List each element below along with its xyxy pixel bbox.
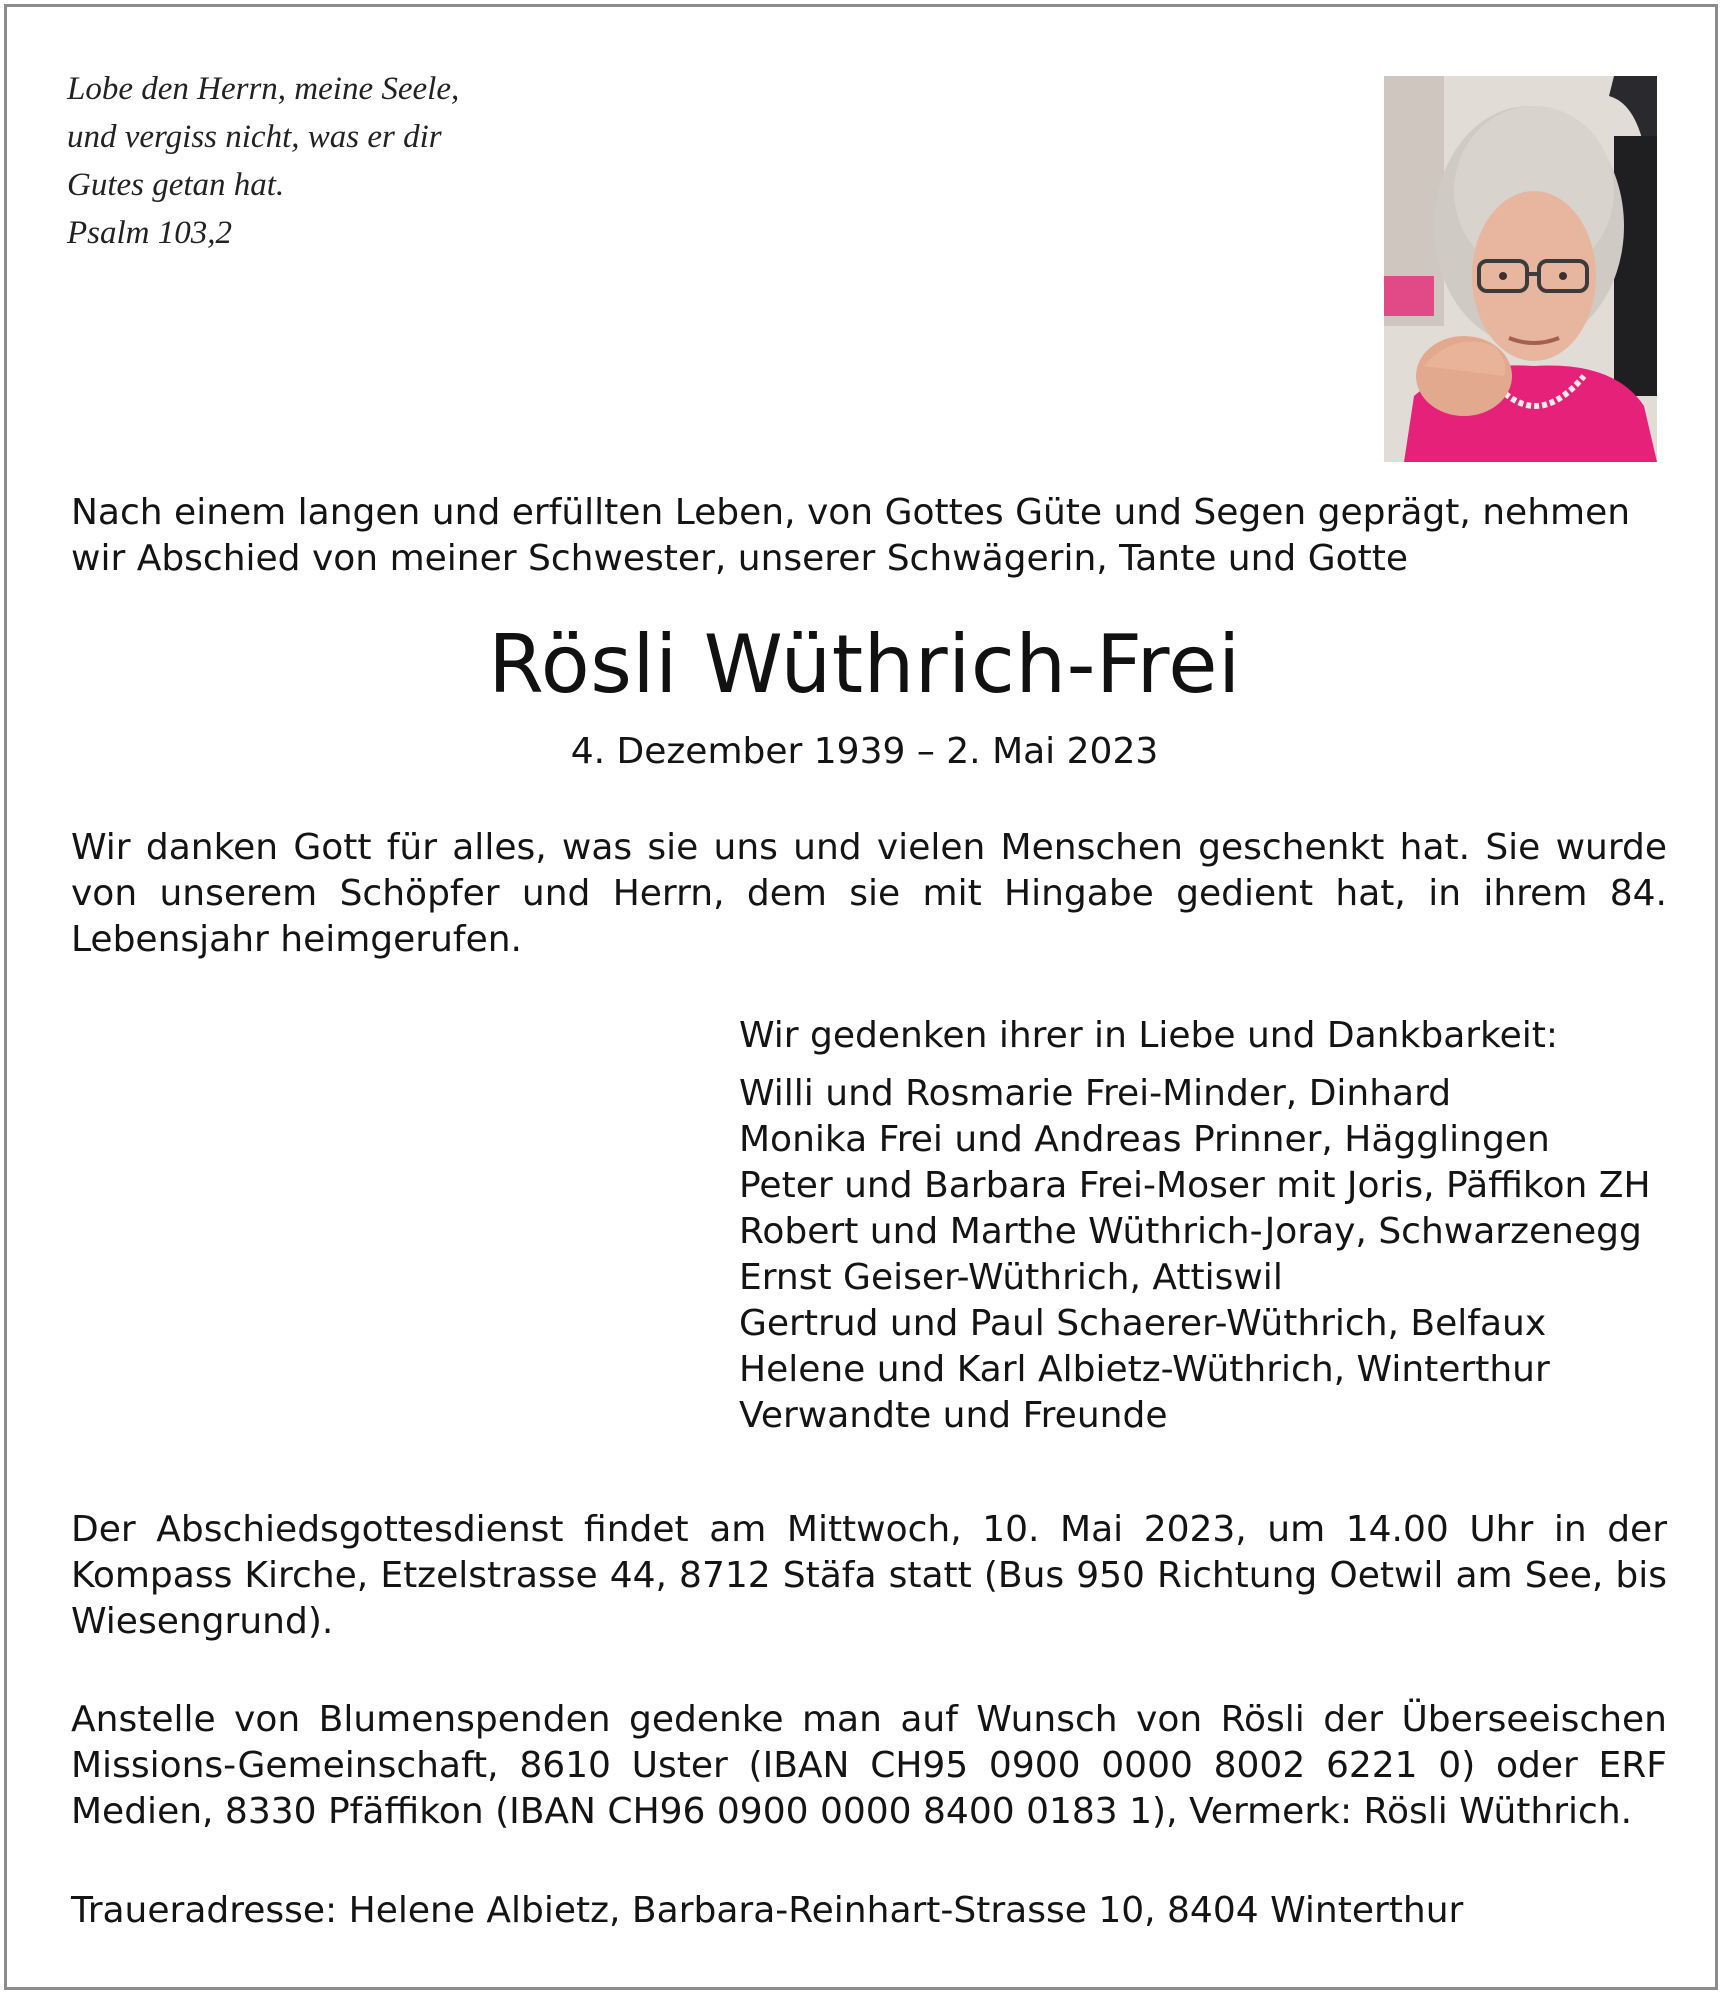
intro-paragraph: Nach einem langen und erfüllten Leben, von Gottes Güte und Segen geprägt, nehmen wir Abschied von meiner Schwester, unserer Schwägerin, Tante und Gotte: [71, 492, 1631, 579]
mourner-entry: Peter und Barbara Frei-Moser mit Joris, Päffikon ZH: [739, 1165, 1651, 1206]
life-dates: 4. Dezember 1939 – 2. Mai 2023: [570, 731, 1159, 772]
mourner-entry: Robert und Marthe Wüthrich-Joray, Schwarzenegg: [739, 1211, 1642, 1252]
donations-paragraph: Anstelle von Blumenspenden gedenke man auf Wunsch von Rösli der Überseeischen Missions-Gemeinschaft, 8610 Uster (IBAN CH95 0900 0000 8002 6221 0) oder ERF Medien, 8330 Pfäffikon (IBAN CH96 0900 0000 8400 0183 1), Vermerk: Rösli Wüthrich.: [71, 1699, 1667, 1832]
mourner-entry: Willi und Rosmarie Frei-Minder, Dinhard: [739, 1073, 1452, 1114]
service-paragraph: Der Abschiedsgottesdienst findet am Mittwoch, 10. Mai 2023, um 14.00 Uhr in der Kompass Kirche, Etzelstrasse 44, 8712 Stäfa statt (Bus 950 Richtung Oetwil am See, bis Wiesengrund).: [71, 1509, 1667, 1642]
mourners-list: [739, 1071, 1679, 1439]
mourners-block: [739, 1013, 1679, 1439]
obituary-notice: [4, 4, 1718, 1990]
mourner-entry: Ernst Geiser-Wüthrich, Attiswil: [739, 1257, 1283, 1298]
psalm-quote: [67, 65, 459, 257]
psalm-line: und vergiss nicht, was er dir: [67, 119, 442, 155]
mourning-address: Traueradresse: Helene Albietz, Barbara-Reinhart-Strasse 10, 8404 Winterthur: [71, 1890, 1464, 1931]
mourner-entry: Verwandte und Freunde: [739, 1395, 1168, 1436]
deceased-name: Rösli Wüthrich-Frei: [488, 618, 1241, 711]
mourner-entry: Gertrud und Paul Schaerer-Wüthrich, Belfaux: [739, 1303, 1547, 1344]
thanks-paragraph: Wir danken Gott für alles, was sie uns und vielen Menschen geschenkt hat. Sie wurde von unserem Schöpfer und Herrn, dem sie mit Hingabe gedient hat, in ihrem 84. Lebensjahr heimgerufen.: [71, 827, 1667, 960]
psalm-line: Gutes getan hat.: [67, 167, 285, 203]
portrait-photo: [1384, 76, 1657, 462]
mourner-entry: Helene und Karl Albietz-Wüthrich, Winterthur: [739, 1349, 1550, 1390]
psalm-line: Lobe den Herrn, meine Seele,: [67, 71, 460, 107]
mourner-entry: Monika Frei und Andreas Prinner, Hägglingen: [739, 1119, 1550, 1160]
portrait-illustration: [1384, 76, 1657, 462]
psalm-reference: Psalm 103,2: [67, 215, 232, 251]
mourners-heading: Wir gedenken ihrer in Liebe und Dankbarkeit:: [739, 1015, 1559, 1056]
